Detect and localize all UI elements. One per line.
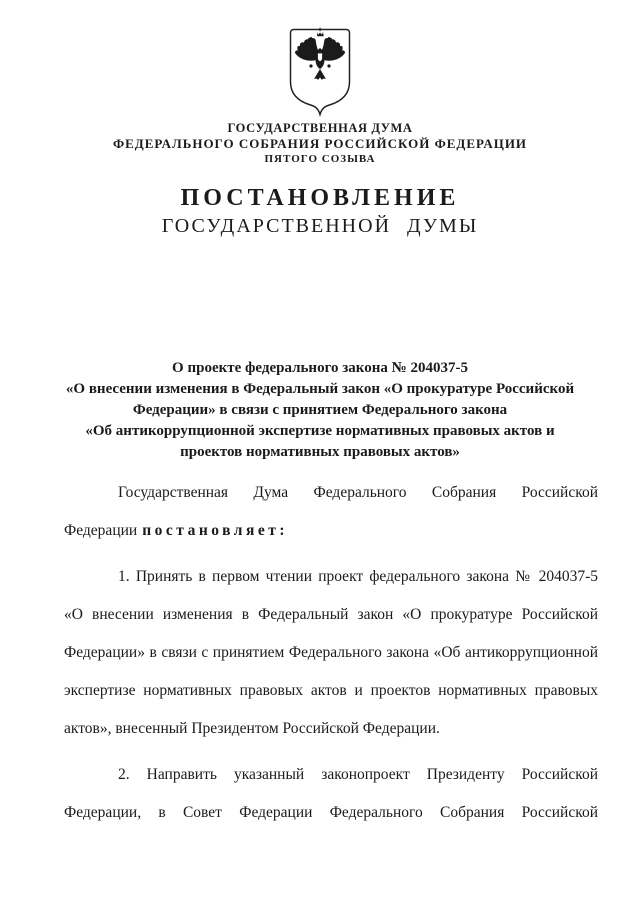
clause-1-paragraph <box>64 558 598 748</box>
subject-line: О проекте федерального закона № 204037-5 <box>172 360 468 376</box>
body-line: актов», внесенный Президентом Российской Федерации. <box>64 720 440 737</box>
enacting-verb: постановляет: <box>142 522 289 539</box>
org-name-line1: ГОСУДАРСТВЕННАЯ ДУМА <box>227 121 413 135</box>
russia-coat-of-arms-icon <box>287 26 353 118</box>
document-body <box>64 474 598 832</box>
document-type-subtitle: ГОСУДАРСТВЕННОЙ ДУМЫ <box>161 215 479 237</box>
body-line: Федерации» в связи с принятием Федерального закона «Об антикоррупционной <box>64 644 598 661</box>
subject-line: Федерации» в связи с принятием Федерального закона <box>132 402 508 418</box>
enacting-clause-paragraph <box>64 474 598 550</box>
body-line: «О внесении изменения в Федеральный закон «О прокуратуре Российской <box>64 606 598 623</box>
enacting-prefix: Федерации <box>64 522 138 539</box>
clause-2-paragraph <box>64 756 598 832</box>
document-type-title: ПОСТАНОВЛЕНИЕ <box>180 185 460 211</box>
body-line <box>64 512 598 550</box>
body-line: Федерации, в Совет Федерации Федерального Собрания Российской <box>64 804 598 821</box>
subject-line: проектов нормативных правовых актов» <box>180 444 460 460</box>
body-line: 2. Направить указанный законопроект Президенту Российской <box>118 766 598 783</box>
org-name-line2: ФЕДЕРАЛЬНОГО СОБРАНИЯ РОССИЙСКОЙ ФЕДЕРАЦИИ <box>112 136 528 151</box>
body-line: 1. Принять в первом чтении проект федерального закона № 204037-5 <box>118 568 598 585</box>
subject-line: «Об антикоррупционной экспертизе нормативных правовых актов и <box>85 423 555 439</box>
org-convocation-line: ПЯТОГО СОЗЫВА <box>264 153 376 165</box>
subject-heading <box>40 358 600 463</box>
subject-line: «О внесении изменения в Федеральный закон «О прокуратуре Российской <box>65 381 575 397</box>
body-line: Государственная Дума Федерального Собрания Российской <box>118 484 598 501</box>
body-line: экспертизе нормативных правовых актов и проектов нормативных правовых <box>64 682 598 699</box>
